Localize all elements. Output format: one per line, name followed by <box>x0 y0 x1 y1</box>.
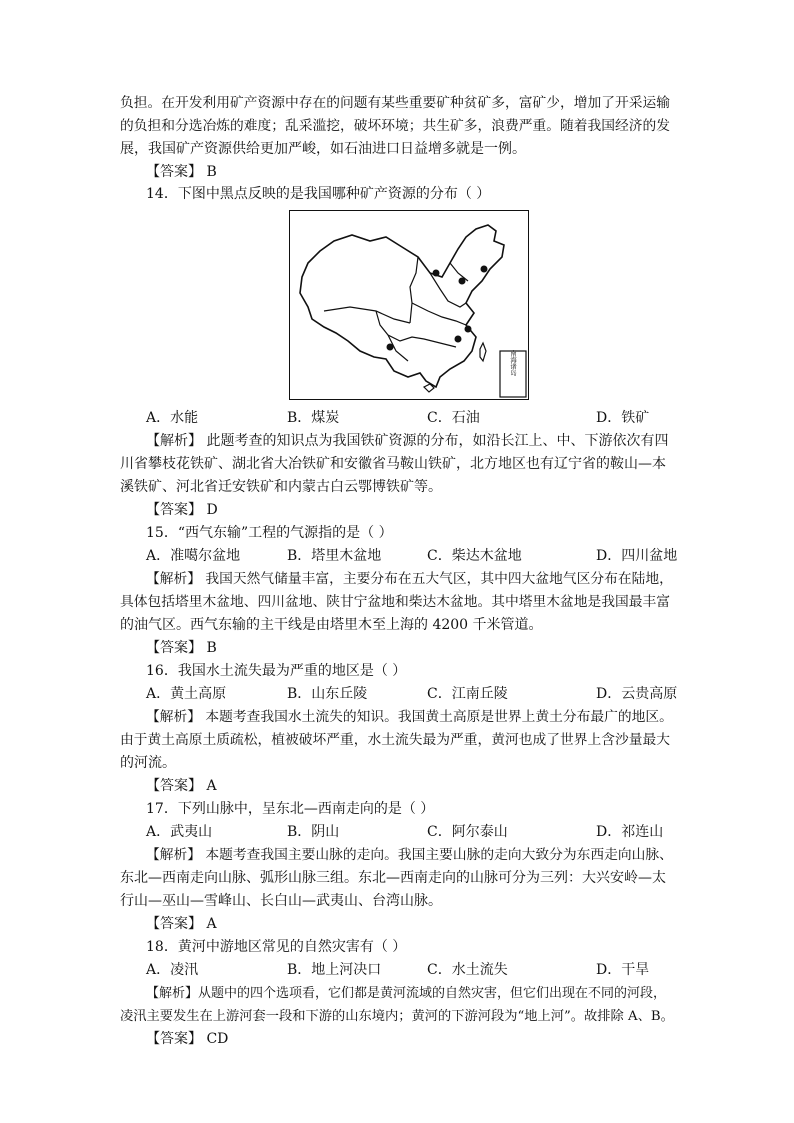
question-15-stem: 15．“西气东输”工程的气源指的是（ ） <box>146 525 393 541</box>
option-c[interactable]: C．柴达木盆地 <box>427 548 522 564</box>
option-c[interactable]: C．水土流失 <box>427 962 508 978</box>
intro-line-1: 负担。在开发利用矿产资源中存在的问题有某些重要矿种贫矿多，富矿少，增加了开采运输 <box>120 95 671 111</box>
option-b[interactable]: B．地上河决口 <box>287 962 382 978</box>
question-17-options <box>146 821 676 844</box>
resource-dot <box>455 336 462 343</box>
question-18-stem: 18．黄河中游地区常见的自然灾害有（ ） <box>146 939 407 955</box>
option-a[interactable]: A．黄土高原 <box>146 686 227 702</box>
analysis-17-line-2: 东北—西南走向山脉、弧形山脉三组。东北—西南走向的山脉可分为三列：大兴安岭—太 <box>120 870 666 886</box>
resource-dot <box>465 326 472 333</box>
region-boundary <box>450 263 468 281</box>
inset-label: 南海诸岛 <box>509 350 517 376</box>
answer-17: 【答案】 A <box>146 916 217 932</box>
option-d[interactable]: D．四川盆地 <box>596 548 678 564</box>
resource-dot <box>387 344 394 351</box>
analysis-17-line-3: 行山—巫山—雪峰山、长白山—武夷山、台湾山脉。 <box>120 893 442 909</box>
country-border <box>300 225 504 387</box>
question-18-options <box>146 959 676 982</box>
analysis-18-line-1: 【解析】从题中的四个选项看，它们都是黄河流域的自然灾害，但它们出现在不同的河段， <box>146 986 667 1001</box>
answer-16: 【答案】 A <box>146 778 217 794</box>
option-d[interactable]: D．干旱 <box>596 962 650 978</box>
analysis-16-line-1: 【解析】 本题考查我国水土流失的知识。我国黄土高原是世界上黄土分布最广的地区。 <box>146 709 673 725</box>
option-c[interactable]: C．石油 <box>427 410 480 426</box>
option-b[interactable]: B．塔里木盆地 <box>287 548 382 564</box>
answer-15: 【答案】 B <box>146 640 217 656</box>
question-16-stem: 16．我国水土流失最为严重的地区是（ ） <box>146 663 407 679</box>
region-boundary <box>324 307 410 323</box>
analysis-16-line-3: 的河流。 <box>120 755 176 771</box>
question-15-options <box>146 545 676 568</box>
resource-dot <box>433 270 440 277</box>
option-d[interactable]: D．铁矿 <box>596 410 650 426</box>
option-b[interactable]: B．煤炭 <box>287 410 340 426</box>
analysis-16-line-2: 由于黄土高原土质疏松，植被破坏严重，水土流失最为严重，黄河也成了世界上含沙量最大 <box>120 732 671 748</box>
resource-dot <box>481 266 488 273</box>
analysis-15-line-3: 的油气区。西气东输的主干线是由塔里木至上海的 4200 千米管道。 <box>120 617 543 633</box>
option-a[interactable]: A．武夷山 <box>146 824 213 840</box>
question-14-options <box>146 407 676 430</box>
question-16-options <box>146 683 676 706</box>
taiwan-island <box>480 343 486 361</box>
china-map-figure <box>289 210 529 400</box>
analysis-18-line-2: 凌汛主要发生在上游河套一段和下游的山东境内；黄河的下游河段为“地上河”。故排除 A、B。 <box>120 1009 674 1024</box>
answer-18: 【答案】 CD <box>146 1031 229 1047</box>
option-d[interactable]: D．云贵高原 <box>596 686 678 702</box>
answer-14: 【答案】 D <box>146 502 218 518</box>
option-a[interactable]: A．准噶尔盆地 <box>146 548 241 564</box>
resource-dot <box>459 278 466 285</box>
option-c[interactable]: C．阿尔泰山 <box>427 824 508 840</box>
option-a[interactable]: A．水能 <box>146 410 199 426</box>
intro-line-2: 的负担和分选冶炼的难度；乱采滥挖，破坏环境；共生矿多，浪费严重。随着我国经济的发 <box>120 118 671 134</box>
analysis-14-line-3: 溪铁矿、河北省迁安铁矿和内蒙古白云鄂博铁矿等。 <box>120 479 442 495</box>
option-a[interactable]: A．凌汛 <box>146 962 199 978</box>
option-b[interactable]: B．山东丘陵 <box>287 686 368 702</box>
analysis-15-line-1: 【解析】 我国天然气储量丰富，主要分布在五大气区，其中四大盆地气区分布在陆地， <box>146 571 673 587</box>
analysis-14-line-2: 川省攀枝花铁矿、湖北省大冶铁矿和安徽省马鞍山铁矿，北方地区也有辽宁省的鞍山—本 <box>120 456 666 472</box>
china-outline-map <box>290 211 530 401</box>
option-b[interactable]: B．阴山 <box>287 824 340 840</box>
question-17-stem: 17．下列山脉中，呈东北—西南走向的是（ ） <box>146 801 435 817</box>
region-boundary <box>410 257 418 323</box>
option-d[interactable]: D．祁连山 <box>596 824 664 840</box>
answer-13: 【答案】 B <box>146 164 217 180</box>
analysis-15-line-2: 具体包括塔里木盆地、四川盆地、陕甘宁盆地和柴达木盆地。其中塔里木盆地是我国最丰富 <box>120 594 671 610</box>
analysis-17-line-1: 【解析】 本题考查我国主要山脉的走向。我国主要山脉的走向大致分为东西走向山脉、 <box>146 847 673 863</box>
analysis-14-line-1: 【解析】 此题考查的知识点为我国铁矿资源的分布，如沿长江上、中、下游依次有四 <box>146 433 669 449</box>
intro-line-3: 展，我国矿产资源供给更加严峻，如石油进口日益增多就是一例。 <box>120 141 526 157</box>
option-c[interactable]: C．江南丘陵 <box>427 686 508 702</box>
question-14-stem: 14．下图中黑点反映的是我国哪种矿产资源的分布（ ） <box>146 186 491 202</box>
